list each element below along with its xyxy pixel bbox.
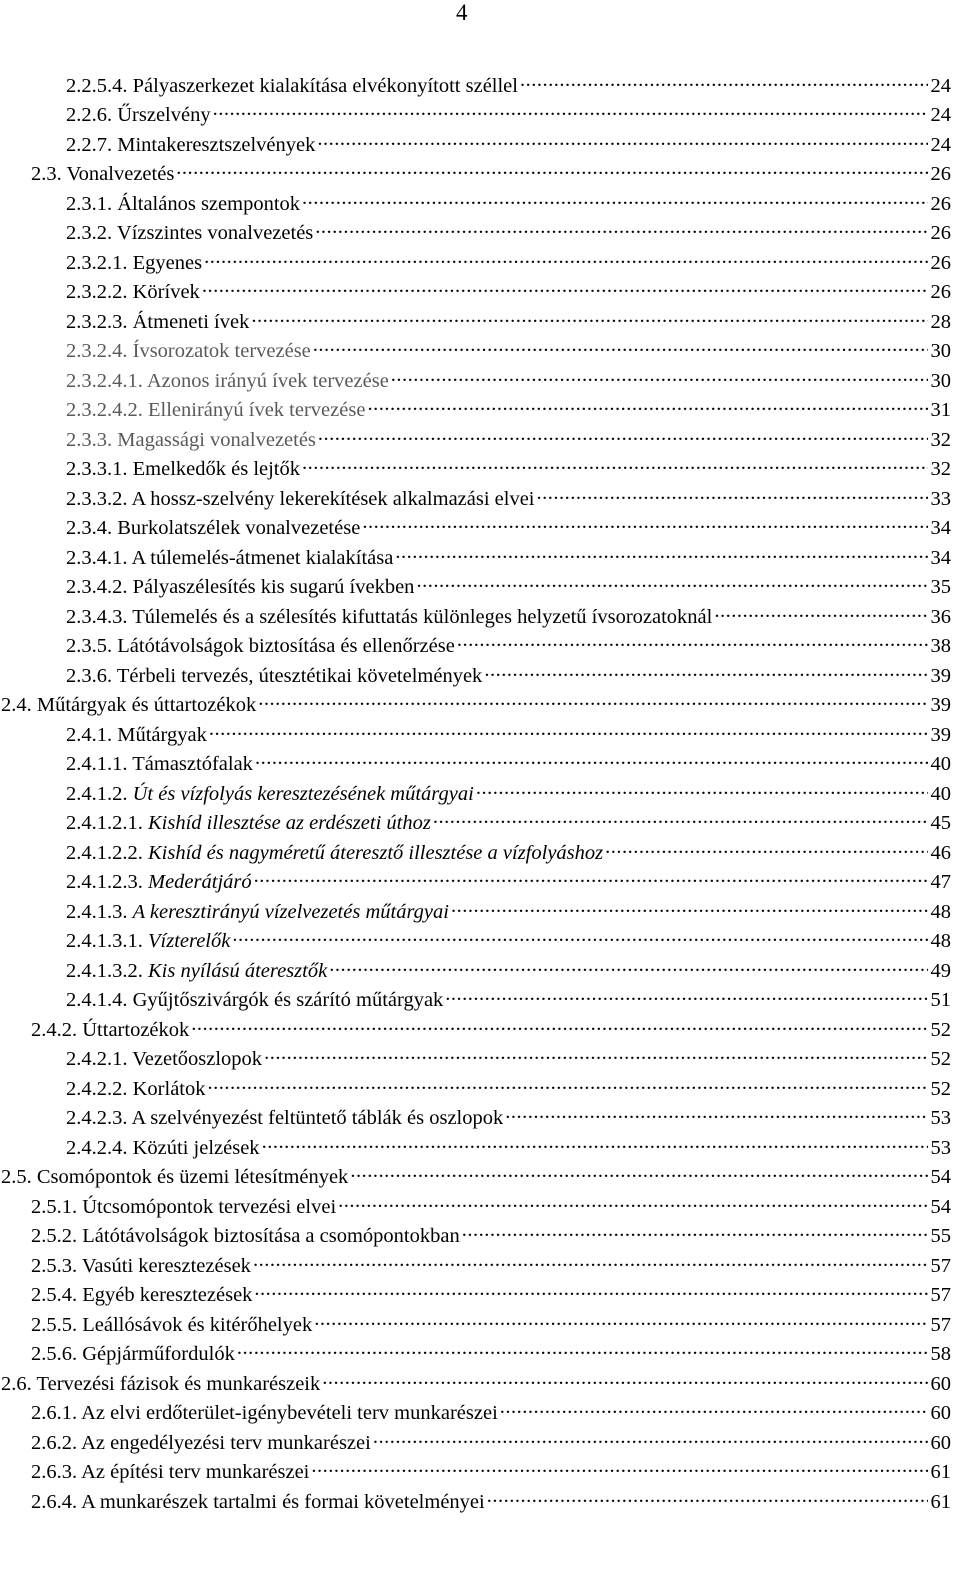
- toc-entry-title: [66, 606, 713, 629]
- dot-leader: [391, 366, 928, 387]
- toc-entry-page: 24: [930, 104, 951, 126]
- toc-entry-text: Burkolatszélek vonalvezetése: [117, 517, 361, 539]
- toc-entry-text: Az építési terv munkarészei: [81, 1461, 310, 1483]
- toc-entry-number: 2.3.2.2.: [66, 281, 128, 303]
- dot-leader: [208, 1074, 929, 1095]
- toc-entry-title: [1, 694, 257, 717]
- dot-leader: [537, 484, 928, 505]
- toc-entry-page: 57: [930, 1313, 951, 1336]
- toc-entry[interactable]: [0, 750, 951, 780]
- toc-entry-number: 2.4.2.3.: [66, 1107, 128, 1129]
- toc-entry-title: [66, 547, 394, 570]
- toc-entry-number: 2.6.3.: [31, 1461, 78, 1483]
- toc-entry-page: 32: [930, 458, 951, 480]
- toc-entry-page: 26: [930, 163, 951, 185]
- toc-entry-text: Általános szempontok: [117, 192, 301, 215]
- toc-entry-number: 2.4.1.2.1.: [66, 812, 143, 834]
- toc-entry-title: [66, 281, 201, 304]
- toc-entry-title: [1, 1166, 349, 1189]
- toc-entry-number: 2.5.: [1, 1166, 32, 1188]
- dot-leader: [395, 543, 928, 564]
- toc-entry-title: [66, 488, 536, 511]
- toc-entry-page: 39: [930, 723, 951, 746]
- toc-entry-page: 57: [930, 1254, 951, 1277]
- toc-entry-title: [31, 1284, 253, 1307]
- toc-entry-number: 2.4.1.2.3.: [66, 871, 143, 893]
- toc-entry-text: Korlátok: [132, 1077, 206, 1100]
- toc-entry-number: 2.3.3.: [66, 428, 113, 451]
- toc-entry-number: 2.2.6.: [66, 104, 113, 126]
- toc-entry-title: [31, 1461, 310, 1484]
- toc-entry[interactable]: [0, 307, 951, 337]
- toc-entry[interactable]: [0, 248, 951, 278]
- toc-entry-text: Pályaszerkezet kialakítása elvékonyított széllel: [132, 74, 518, 97]
- toc-entry-page: 58: [930, 1343, 951, 1365]
- toc-entry-title: [66, 901, 450, 924]
- toc-entry[interactable]: [0, 986, 951, 1016]
- toc-entry-title: [66, 576, 415, 599]
- toc-entry-number: 2.4.2.1.: [66, 1048, 128, 1070]
- dot-leader: [433, 809, 928, 830]
- toc-entry-page: 24: [930, 74, 951, 97]
- toc-entry-number: 2.3.2.4.2.: [66, 399, 143, 421]
- toc-entry-text: Azonos irányú ívek tervezése: [146, 369, 389, 392]
- toc-entry-text: Tervezési fázisok és munkarészeik: [36, 1372, 321, 1395]
- toc-entry-number: 2.3.2.4.: [66, 340, 128, 362]
- dot-leader: [476, 779, 928, 800]
- toc-entry-text: Vízszintes vonalvezetés: [116, 222, 314, 244]
- dot-leader: [487, 1487, 928, 1508]
- dot-leader: [302, 189, 928, 210]
- toc-entry-title: [66, 429, 317, 452]
- toc-entry-number: 2.4.1.: [66, 723, 113, 746]
- toc-entry-text: Közúti jelzések: [132, 1136, 260, 1159]
- toc-entry[interactable]: [0, 1458, 951, 1488]
- dot-leader: [318, 425, 928, 446]
- dot-leader: [367, 396, 928, 417]
- toc-entry[interactable]: [0, 573, 951, 603]
- toc-entry-number: 2.3.5.: [66, 635, 113, 657]
- toc-entry-number: 2.3.6.: [66, 664, 113, 687]
- toc-entry-title: [31, 163, 175, 186]
- dot-leader: [484, 661, 928, 682]
- dot-leader: [202, 278, 928, 299]
- toc-entry-text: Mederátjáró: [148, 871, 252, 893]
- dot-leader: [237, 1340, 928, 1361]
- toc-entry[interactable]: [0, 130, 951, 160]
- toc-entry-text: Kishíd és nagyméretű áteresztő illesztése a vízfolyáshoz: [148, 841, 604, 864]
- toc-entry[interactable]: [0, 897, 951, 927]
- toc-entry[interactable]: [0, 1251, 951, 1281]
- toc-entry-page: 53: [930, 1136, 951, 1159]
- dot-leader: [313, 337, 928, 358]
- toc-entry-title: [66, 311, 250, 334]
- toc-entry-number: 2.4.1.3.2.: [66, 959, 143, 982]
- toc-entry-text: A hossz-szelvény lekerekítések alkalmazási elvei: [131, 487, 535, 510]
- toc-entry-page: 55: [930, 1225, 951, 1247]
- dot-leader: [311, 1458, 928, 1479]
- toc-entry-title: [66, 989, 444, 1012]
- toc-entry-text: Csomópontok és üzemi létesítmények: [36, 1166, 349, 1188]
- dot-leader: [350, 1163, 928, 1184]
- toc-entry-number: 2.6.1.: [31, 1402, 78, 1424]
- toc-entry-title: [66, 370, 390, 393]
- toc-entry-page: 61: [930, 1490, 951, 1513]
- toc-entry-page: 30: [930, 340, 951, 362]
- dot-leader: [253, 1251, 928, 1272]
- toc-entry-title: [66, 134, 316, 157]
- dot-leader: [264, 1045, 928, 1066]
- dot-leader: [416, 573, 928, 594]
- toc-entry-number: 2.3.: [31, 163, 62, 185]
- toc-entry-number: 2.4.2.2.: [66, 1077, 128, 1100]
- toc-entry-text: Látótávolságok biztosítása a csomópontokban: [82, 1225, 460, 1247]
- toc-entry-number: 2.3.3.1.: [66, 458, 128, 480]
- toc-entry[interactable]: [0, 1310, 951, 1340]
- toc-entry-title: [31, 1491, 486, 1514]
- toc-entry-text: Vasúti keresztezések: [81, 1254, 251, 1277]
- toc-entry[interactable]: [0, 514, 951, 544]
- toc-entry-title: [31, 1314, 313, 1337]
- toc-entry[interactable]: [0, 956, 951, 986]
- toc-entry[interactable]: [0, 838, 951, 868]
- toc-entry-text: Kis nyílású áteresztők: [148, 959, 328, 982]
- toc-entry-page: 60: [930, 1372, 951, 1395]
- toc-entry-page: 48: [930, 900, 951, 923]
- toc-entry-page: 40: [930, 782, 951, 805]
- toc-entry-title: [66, 783, 475, 806]
- toc-entry-title: [66, 252, 203, 275]
- toc-entry-page: 33: [930, 487, 951, 510]
- toc-entry-text: Kishíd illesztése az erdészeti úthoz: [148, 812, 431, 834]
- toc-entry[interactable]: [0, 927, 951, 957]
- toc-entry-text: Űrszelvény: [117, 104, 211, 126]
- toc-entry-page: 36: [930, 605, 951, 628]
- toc-entry-page: 52: [930, 1048, 951, 1070]
- toc-entry[interactable]: [0, 278, 951, 308]
- dot-leader: [315, 219, 928, 240]
- toc-entry[interactable]: [0, 691, 951, 721]
- toc-entry-title: [66, 517, 361, 540]
- toc-entry[interactable]: [0, 1340, 951, 1370]
- toc-entry-page: 47: [930, 871, 951, 893]
- toc-entry-number: 2.3.4.: [66, 517, 113, 539]
- toc-entry-number: 2.4.1.3.1.: [66, 930, 143, 952]
- toc-entry-text: Egyenes: [132, 251, 203, 274]
- toc-entry-number: 2.4.1.4.: [66, 989, 128, 1011]
- toc-entry-page: 38: [930, 635, 951, 657]
- toc-entry-text: Úttartozékok: [82, 1018, 190, 1041]
- dot-leader: [445, 986, 928, 1007]
- toc-entry-page: 26: [930, 281, 951, 303]
- toc-entry-text: Leállósávok és kitérőhelyek: [82, 1313, 313, 1336]
- toc-entry-page: 34: [930, 517, 951, 539]
- toc-entry-text: Gépjárműfordulók: [82, 1343, 235, 1365]
- toc-entry-text: Az elvi erdőterület-igénybevételi terv munkarészei: [81, 1402, 498, 1424]
- toc-entry-title: [66, 724, 208, 747]
- toc-entry[interactable]: [0, 1222, 951, 1252]
- dot-leader: [500, 1399, 928, 1420]
- toc-entry-title: [66, 1048, 263, 1071]
- toc-entry-title: [66, 1137, 261, 1160]
- toc-entry-number: 2.3.2.3.: [66, 310, 128, 333]
- toc-entry-title: [66, 842, 604, 865]
- toc-entry-page: 26: [930, 251, 951, 274]
- toc-entry-text: Egyéb keresztezések: [82, 1284, 253, 1306]
- toc-entry-page: 54: [930, 1166, 951, 1188]
- toc-entry-text: Pályaszélesítés kis sugarú ívekben: [132, 576, 415, 598]
- toc-entry-number: 2.4.1.3.: [66, 900, 128, 923]
- toc-entry-page: 28: [930, 310, 951, 333]
- toc-entry-text: Ívsorozatok tervezése: [132, 340, 311, 362]
- toc-entry[interactable]: [0, 1163, 951, 1193]
- toc-entry[interactable]: [0, 101, 951, 131]
- toc-entry[interactable]: [0, 396, 951, 426]
- toc-entry-number: 2.4.1.2.2.: [66, 841, 143, 864]
- toc-entry-page: 46: [930, 841, 951, 864]
- toc-entry-title: [66, 812, 432, 835]
- toc-entry[interactable]: [0, 189, 951, 219]
- toc-entry-text: Körívek: [132, 281, 200, 303]
- dot-leader: [255, 750, 928, 771]
- toc-entry-title: [31, 1019, 190, 1042]
- table-of-contents: [0, 71, 951, 1517]
- dot-leader: [451, 897, 928, 918]
- toc-entry-title: [66, 960, 328, 983]
- dot-leader: [251, 307, 928, 328]
- toc-entry-title: [66, 871, 253, 894]
- toc-entry-page: 45: [930, 812, 951, 834]
- toc-entry-page: 40: [930, 753, 951, 775]
- toc-entry-page: 32: [930, 428, 951, 451]
- toc-entry-page: 48: [930, 930, 951, 952]
- toc-entry-number: 2.5.5.: [31, 1313, 78, 1336]
- toc-entry-title: [1, 1373, 321, 1396]
- toc-entry-number: 2.5.1.: [31, 1195, 78, 1218]
- toc-entry-title: [66, 1107, 504, 1130]
- toc-entry[interactable]: [0, 1399, 951, 1429]
- dot-leader: [204, 248, 928, 269]
- toc-entry-title: [31, 1255, 252, 1278]
- toc-entry[interactable]: [0, 543, 951, 573]
- toc-entry-number: 2.5.6.: [31, 1343, 78, 1365]
- toc-entry-page: 26: [930, 192, 951, 215]
- toc-entry-number: 2.4.1.2.: [66, 782, 128, 805]
- toc-entry-text: A túlemelés-átmenet kialakítása: [131, 546, 394, 569]
- toc-entry-text: Ellenirányú ívek tervezése: [148, 399, 366, 421]
- toc-entry[interactable]: [0, 1487, 951, 1517]
- dot-leader: [605, 838, 928, 859]
- toc-entry-text: Az engedélyezési terv munkarészei: [81, 1431, 371, 1454]
- toc-entry-page: 39: [930, 694, 951, 716]
- page-number: 4: [456, 0, 468, 25]
- toc-entry-number: 2.4.2.4.: [66, 1136, 128, 1159]
- dot-leader: [373, 1428, 928, 1449]
- toc-entry-page: 39: [930, 664, 951, 687]
- dot-leader: [302, 455, 928, 476]
- dot-leader: [254, 868, 928, 889]
- toc-entry-number: 2.3.4.2.: [66, 576, 128, 598]
- toc-entry-title: [66, 665, 483, 688]
- toc-entry[interactable]: [0, 71, 951, 101]
- toc-entry[interactable]: [0, 337, 951, 367]
- toc-entry-title: [66, 75, 519, 98]
- toc-entry-text: A keresztirányú vízelvezetés műtárgyai: [132, 900, 449, 923]
- toc-entry-number: 2.2.7.: [66, 133, 113, 156]
- toc-entry[interactable]: [0, 160, 951, 190]
- toc-entry-text: A munkarészek tartalmi és formai követelményei: [81, 1490, 485, 1513]
- toc-entry-number: 2.3.2.1.: [66, 251, 128, 274]
- dot-leader: [213, 101, 928, 122]
- toc-entry-page: 60: [930, 1431, 951, 1454]
- dot-leader: [322, 1369, 928, 1390]
- toc-entry-title: [31, 1432, 372, 1455]
- toc-entry-page: 26: [930, 222, 951, 244]
- toc-entry-title: [31, 1343, 236, 1366]
- toc-entry-page: 31: [930, 399, 951, 421]
- toc-entry[interactable]: [0, 455, 951, 485]
- dot-leader: [457, 632, 928, 653]
- toc-entry-number: 2.6.: [1, 1372, 32, 1395]
- toc-entry[interactable]: [0, 632, 951, 662]
- toc-entry-text: Út és vízfolyás keresztezésének műtárgyai: [132, 782, 474, 805]
- toc-entry-title: [66, 458, 301, 481]
- toc-entry-number: 2.3.2.4.1.: [66, 369, 143, 392]
- toc-entry-text: Látótávolságok biztosítása és ellenőrzése: [117, 635, 455, 657]
- toc-entry[interactable]: [0, 1192, 951, 1222]
- toc-entry[interactable]: [0, 1074, 951, 1104]
- toc-entry[interactable]: [0, 661, 951, 691]
- toc-entry-title: [66, 753, 254, 776]
- dot-leader: [338, 1192, 928, 1213]
- toc-entry-number: 2.3.1.: [66, 192, 113, 215]
- toc-entry-title: [66, 193, 301, 216]
- toc-entry-title: [66, 399, 366, 422]
- toc-entry-title: [31, 1225, 461, 1248]
- toc-entry-text: Műtárgyak: [117, 723, 207, 746]
- toc-entry-title: [66, 1078, 207, 1101]
- toc-entry-page: 49: [930, 959, 951, 982]
- toc-entry[interactable]: [0, 484, 951, 514]
- toc-entry-page: 53: [930, 1107, 951, 1129]
- toc-entry-text: Túlemelés és a szélesítés kifuttatás különleges helyzetű ívsorozatoknál: [132, 605, 713, 628]
- toc-entry-number: 2.3.3.2.: [66, 487, 128, 510]
- toc-entry-text: Műtárgyak és úttartozékok: [36, 694, 257, 716]
- dot-leader: [232, 927, 928, 948]
- toc-entry-text: Támasztófalak: [132, 753, 253, 775]
- toc-entry-title: [31, 1196, 337, 1219]
- toc-entry-number: 2.6.4.: [31, 1490, 78, 1513]
- toc-entry-text: Térbeli tervezés, útesztétikai követelmények: [116, 664, 483, 687]
- toc-entry-text: Vonalvezetés: [66, 163, 175, 185]
- toc-entry[interactable]: [0, 1133, 951, 1163]
- toc-entry-page: 24: [930, 133, 951, 156]
- toc-entry-title: [66, 930, 231, 953]
- toc-entry[interactable]: [0, 366, 951, 396]
- toc-entry-page: 61: [930, 1461, 951, 1483]
- toc-entry[interactable]: [0, 1281, 951, 1311]
- dot-leader: [329, 956, 928, 977]
- toc-entry[interactable]: [0, 1104, 951, 1134]
- toc-entry-number: 2.2.5.4.: [66, 74, 128, 97]
- toc-entry[interactable]: [0, 1369, 951, 1399]
- dot-leader: [520, 71, 928, 92]
- toc-entry-page: 52: [930, 1018, 951, 1041]
- toc-entry-text: A szelvényezést feltüntető táblák és oszlopok: [131, 1107, 504, 1129]
- toc-entry-page: 54: [930, 1195, 951, 1218]
- dot-leader: [362, 514, 928, 535]
- toc-entry-number: 2.4.2.: [31, 1018, 78, 1041]
- dot-leader: [191, 1015, 928, 1036]
- dot-leader: [262, 1133, 928, 1154]
- toc-entry[interactable]: [0, 720, 951, 750]
- toc-entry-text: Mintakeresztszelvények: [117, 133, 316, 156]
- toc-entry-number: 2.6.2.: [31, 1431, 78, 1454]
- toc-entry-title: [31, 1402, 499, 1425]
- toc-entry-title: [66, 104, 212, 127]
- toc-entry-number: 2.5.3.: [31, 1254, 78, 1277]
- toc-entry-page: 60: [930, 1402, 951, 1424]
- toc-entry-number: 2.4.: [1, 694, 32, 716]
- dot-leader: [314, 1310, 928, 1331]
- toc-entry-title: [66, 222, 314, 245]
- toc-entry[interactable]: [0, 1045, 951, 1075]
- toc-entry[interactable]: [0, 809, 951, 839]
- toc-entry-number: 2.3.4.3.: [66, 605, 128, 628]
- dot-leader: [258, 691, 928, 712]
- toc-entry[interactable]: [0, 1428, 951, 1458]
- dot-leader: [254, 1281, 928, 1302]
- toc-entry-page: 57: [930, 1284, 951, 1306]
- toc-entry-page: 30: [930, 369, 951, 392]
- dot-leader: [209, 720, 928, 741]
- toc-entry[interactable]: [0, 425, 951, 455]
- dot-leader: [176, 160, 928, 181]
- toc-entry-title: [66, 340, 312, 363]
- toc-entry[interactable]: [0, 219, 951, 249]
- toc-entry-page: 35: [930, 576, 951, 598]
- toc-entry[interactable]: [0, 779, 951, 809]
- dot-leader: [505, 1104, 928, 1125]
- toc-entry-number: 2.3.2.: [66, 222, 113, 244]
- dot-leader: [317, 130, 928, 151]
- toc-entry-text: Útcsomópontok tervezési elvei: [82, 1195, 337, 1218]
- toc-entry[interactable]: [0, 1015, 951, 1045]
- toc-entry-text: Gyűjtőszivárgók és szárító műtárgyak: [132, 989, 444, 1011]
- toc-entry-text: Átmeneti ívek: [132, 310, 250, 333]
- toc-entry[interactable]: [0, 868, 951, 898]
- toc-entry[interactable]: [0, 602, 951, 632]
- toc-entry-text: Vízterelők: [148, 930, 231, 952]
- toc-entry-page: 51: [930, 989, 951, 1011]
- toc-entry-text: Emelkedők és lejtők: [132, 458, 300, 480]
- toc-entry-page: 34: [930, 546, 951, 569]
- toc-entry-text: Vezetőoszlopok: [132, 1048, 263, 1070]
- dot-leader: [714, 602, 928, 623]
- toc-entry-number: 2.5.4.: [31, 1284, 78, 1306]
- toc-entry-number: 2.4.1.1.: [66, 753, 128, 775]
- toc-entry-number: 2.5.2.: [31, 1225, 78, 1247]
- toc-entry-page: 52: [930, 1077, 951, 1100]
- toc-entry-text: Magassági vonalvezetés: [117, 428, 316, 451]
- toc-entry-number: 2.3.4.1.: [66, 546, 128, 569]
- dot-leader: [462, 1222, 928, 1243]
- toc-entry-title: [66, 635, 456, 658]
